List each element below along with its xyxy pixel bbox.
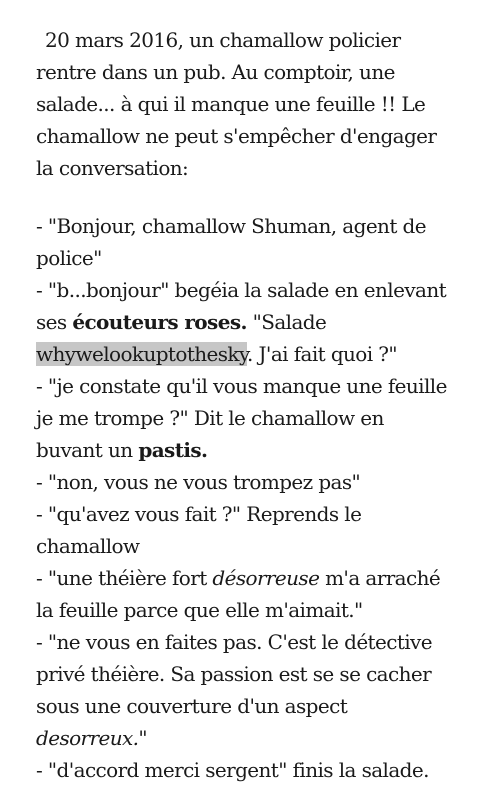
story-body [36, 24, 448, 786]
dialogue-line-1: - "Bonjour, chamallow Shuman, agent de police" [36, 214, 426, 270]
story-page [36, 24, 448, 786]
dialogue-line-7-text-a: - "ne vous en faites pas. C'est le détective privé théière. Sa passion est se se cacher sous une couverture d'un aspect [36, 630, 432, 718]
dialogue-line-3-text-a: - "je constate qu'il vous manque une feuille je me trompe ?" Dit le chamallow en buvant un [36, 374, 447, 462]
dialogue-line-7 [36, 626, 448, 754]
dialogue-line-6-text-b: m'a arraché la feuille parce que elle m'aimait." [36, 566, 441, 622]
dialogue-line-2-text-b: "Salade [246, 310, 327, 334]
dialogue-line-3 [36, 370, 448, 466]
dialogue-line-4: - "non, vous ne vous trompez pas" [36, 470, 361, 494]
dialogue-line-8: - "d'accord merci sergent" finis la salade. [36, 758, 429, 782]
bold-word-pastis: pastis. [138, 438, 208, 462]
dialogue-line-2-text-a: - "b...bonjour" begéia la salade en enlevant ses [36, 278, 447, 334]
dialogue-line-2-text-c: . J'ai fait quoi ?" [247, 342, 398, 366]
dialogue-line-2 [36, 274, 448, 370]
dialogue-line-6 [36, 562, 448, 626]
dialogue-line-6-text-a: - "une théière fort [36, 566, 213, 590]
italic-word-desorreux: desorreux." [36, 726, 148, 750]
intro-paragraph: 20 mars 2016, un chamallow policier rentre dans un pub. Au comptoir, une salade... à qui il manque une feuille !! Le chamallow ne peut s'empêcher d'engager la conversation: [36, 28, 437, 180]
highlighted-username: whywelookuptothesky [36, 342, 247, 366]
dialogue-line-5: - "qu'avez vous fait ?" Reprends le chamallow [36, 502, 362, 558]
italic-word-desorreuse: désorreuse [212, 566, 320, 590]
bold-phrase-ecouteurs: écouteurs roses. [72, 310, 247, 334]
